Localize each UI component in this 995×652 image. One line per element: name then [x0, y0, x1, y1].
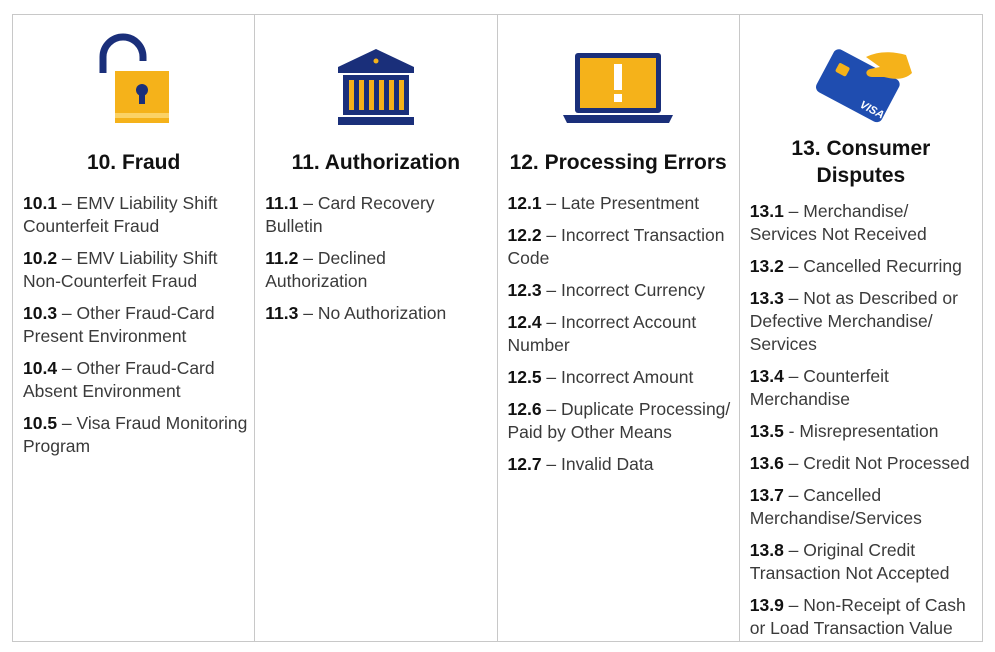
list-item — [508, 453, 733, 476]
visa-card-hand-icon — [806, 47, 916, 127]
column-consumer-disputes — [740, 15, 982, 641]
list-item — [750, 365, 976, 411]
reason-text: – Incorrect Transaction Code — [507, 225, 725, 268]
reason-code: 11.2 — [265, 248, 299, 268]
list-item — [23, 302, 248, 348]
reason-code: 13.8 — [749, 540, 784, 560]
list-item — [23, 357, 248, 403]
reason-code: 12.1 — [507, 193, 542, 213]
reason-list — [498, 192, 739, 476]
reason-text: – No Authorization — [298, 303, 447, 323]
reason-code: 13.7 — [749, 485, 784, 505]
reason-text: – Other Fraud-Card Absent Environment — [23, 358, 215, 401]
reason-text: – EMV Liability Shift Counterfeit Fraud — [23, 193, 218, 236]
reason-text: – Merchandise/ Services Not Received — [749, 201, 927, 244]
laptop-warning-icon — [561, 51, 675, 127]
reason-text: – Duplicate Processing/ Paid by Other Means — [507, 399, 731, 442]
list-item — [23, 192, 248, 238]
reason-code: 13.9 — [749, 595, 784, 615]
reason-text: – Invalid Data — [541, 454, 654, 474]
list-item — [508, 279, 733, 302]
list-item — [750, 255, 976, 278]
reason-list — [13, 192, 254, 458]
reason-text: – Card Recovery Bulletin — [265, 193, 435, 236]
reason-text: – Late Presentment — [541, 193, 700, 213]
list-item — [750, 420, 976, 443]
list-item — [265, 302, 490, 325]
bank-building-icon — [335, 47, 417, 127]
reason-text: – Visa Fraud Monitoring Program — [23, 413, 248, 456]
list-item — [508, 398, 733, 444]
reason-code: 12.5 — [507, 367, 542, 387]
reason-code: 13.1 — [749, 201, 784, 221]
reason-text: – Incorrect Account Number — [507, 312, 697, 355]
column-title: 12. Processing Errors — [509, 151, 727, 174]
card-brand: VISA — [857, 98, 886, 122]
list-item — [750, 539, 976, 585]
list-item — [508, 224, 733, 270]
list-item — [750, 200, 976, 246]
reason-code: 10.3 — [23, 303, 58, 323]
column-title: 10. Fraud — [86, 151, 181, 174]
reason-code: 12.6 — [507, 399, 542, 419]
column-authorization — [255, 15, 497, 641]
list-item — [265, 192, 490, 238]
reason-text: – Not as Described or Defective Merchandise/ Services — [749, 288, 958, 354]
reason-code: 12.3 — [507, 280, 542, 300]
reason-code: 13.3 — [749, 288, 784, 308]
reason-code: 10.1 — [23, 193, 58, 213]
reason-text: – Declined Authorization — [265, 248, 386, 291]
list-item — [23, 247, 248, 293]
list-item — [265, 247, 490, 293]
reason-code: 11.3 — [265, 303, 299, 323]
list-item — [508, 311, 733, 357]
reason-list — [740, 200, 982, 640]
column-processing-errors — [498, 15, 740, 641]
reason-text: – EMV Liability Shift Non-Counterfeit Fraud — [23, 248, 218, 291]
reason-code: 13.4 — [749, 366, 784, 386]
padlock-open-icon — [89, 31, 179, 127]
reason-code: 13.2 — [749, 256, 784, 276]
list-item — [23, 412, 248, 458]
reason-text: – Credit Not Processed — [783, 453, 970, 473]
reason-list — [255, 192, 496, 325]
reason-text: – Original Credit Transaction Not Accepted — [749, 540, 950, 583]
list-item — [750, 452, 976, 475]
list-item — [508, 192, 733, 215]
reason-text: – Other Fraud-Card Present Environment — [23, 303, 215, 346]
reason-code: 11.1 — [265, 193, 299, 213]
reason-code: 12.7 — [507, 454, 542, 474]
reason-code: 13.6 — [749, 453, 784, 473]
list-item — [750, 594, 976, 640]
reason-code: 12.4 — [507, 312, 542, 332]
reason-code: 13.5 — [749, 421, 784, 441]
reason-text: – Counterfeit Merchandise — [749, 366, 889, 409]
column-title: 11. Authorization — [291, 151, 461, 174]
reason-code: 10.5 — [23, 413, 58, 433]
reason-text: – Incorrect Amount — [541, 367, 694, 387]
reason-text: – Non-Receipt of Cash or Load Transaction Value — [749, 595, 966, 638]
reason-code: 12.2 — [507, 225, 542, 245]
list-item — [508, 366, 733, 389]
reason-text: – Cancelled Merchandise/Services — [749, 485, 922, 528]
reason-code: 10.2 — [23, 248, 58, 268]
column-fraud — [13, 15, 255, 641]
reason-text: – Cancelled Recurring — [783, 256, 962, 276]
list-item — [750, 484, 976, 530]
reason-code: 10.4 — [23, 358, 58, 378]
list-item — [750, 287, 976, 356]
column-title: 13. Consumer Disputes — [791, 137, 931, 187]
reason-text: – Incorrect Currency — [541, 280, 705, 300]
reason-text: - Misrepresentation — [783, 421, 939, 441]
reason-code-table — [12, 14, 983, 642]
